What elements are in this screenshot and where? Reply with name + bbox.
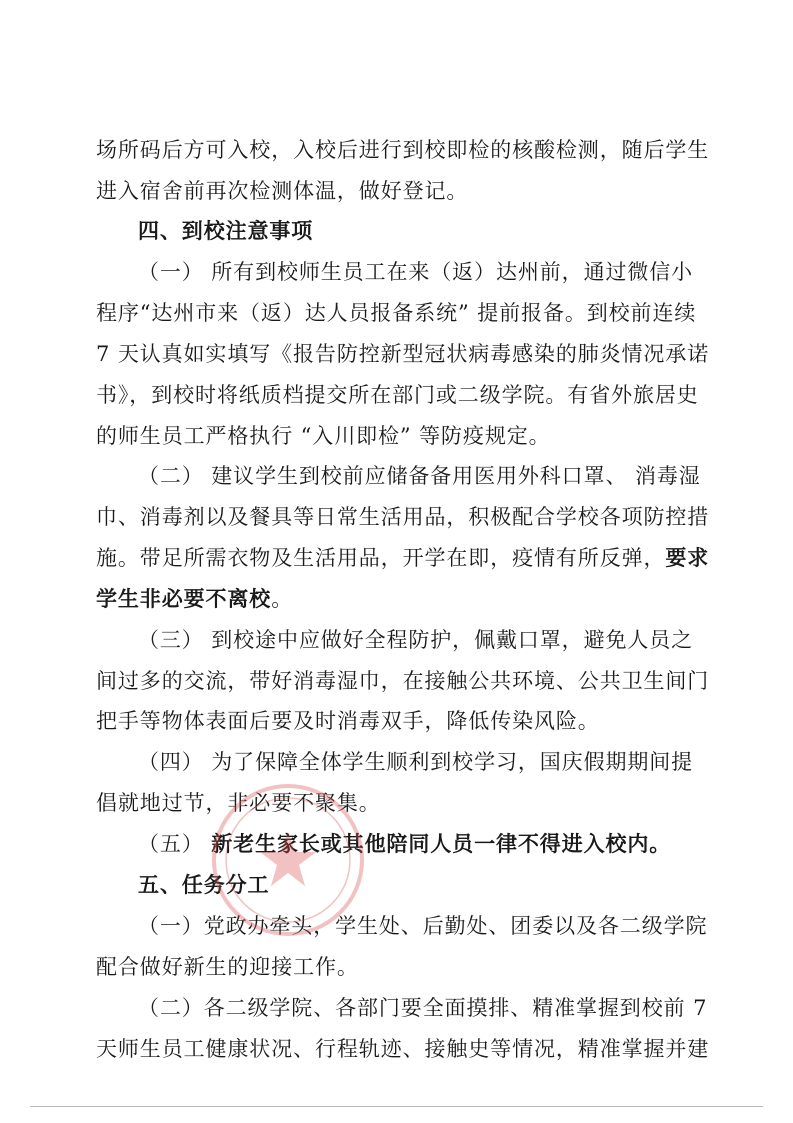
body-line: 场所码后方可入校，入校后进行到校即检的核酸检测，随后学生 (96, 138, 710, 162)
body-line: （二） 建议学生到校前应储备备用医用外科口罩、 消毒湿 (138, 464, 701, 488)
body-line (96, 584, 696, 614)
footer-rule (30, 1106, 763, 1107)
body-line: 书》，到校时将纸质档提交所在部门或二级学院。有省外旅居史 (96, 383, 699, 407)
body-text: 施。带足所需衣物及生活用品，开学在即，疫情有所反弹， (96, 546, 666, 570)
body-line: 进入宿舍前再次检测体温，做好登记。 (96, 179, 469, 203)
body-line: 程序“达州市来（返）达人员报备系统” 提前报备。到校前连续 (96, 301, 697, 325)
body-line: 把手等物体表面后要及时消毒双手，降低传染风险。 (96, 709, 600, 733)
emphasis-text: 要求 (665, 545, 710, 570)
section-heading: 四、到校注意事项 (138, 218, 314, 243)
body-line: （三） 到校途中应做好全程防护，佩戴口罩，避免人员之 (138, 628, 694, 652)
item-marker: （五） (138, 832, 212, 856)
body-line: （一） 所有到校师生员工在来（返）达州前，通过微信小 (138, 260, 694, 284)
section-heading: 五、任务分工 (138, 872, 270, 897)
emphasis-text: 学生非必要不离校 (96, 586, 272, 611)
emphasis-text: 新老生家长或其他陪同人员一律不得进入校内。 (211, 831, 672, 856)
body-line: （四） 为了保障全体学生顺利到校学习，国庆假期期间提 (138, 750, 694, 774)
body-line: 倡就地过节，非必要不聚集。 (96, 791, 381, 815)
body-line: 巾、消毒剂以及餐具等日常生活用品，积极配合学校各项防控措 (96, 505, 710, 529)
body-line: 配合做好新生的迎接工作。 (96, 955, 359, 979)
body-line: 的师生员工严格执行 “入川即检” 等防疫规定。 (96, 424, 551, 448)
body-line: 天师生员工健康状况、行程轨迹、接触史等情况，精准掌握并建 (96, 1037, 710, 1061)
body-line: 间过多的交流，带好消毒湿巾，在接触公共环境、公共卫生间门 (96, 669, 710, 693)
body-line (96, 543, 710, 573)
body-line: （一）党政办牵头，学生处、后勤处、团委以及各二级学院 (138, 914, 708, 938)
official-seal-stamp (208, 780, 368, 940)
body-line: 7 天认真如实填写《报告防控新型冠状病毒感染的肺炎情况承诺 (96, 342, 710, 366)
body-line: （二）各二级学院、各部门要全面摸排、精准掌握到校前 7 (138, 996, 708, 1020)
body-text: 。 (271, 587, 294, 611)
